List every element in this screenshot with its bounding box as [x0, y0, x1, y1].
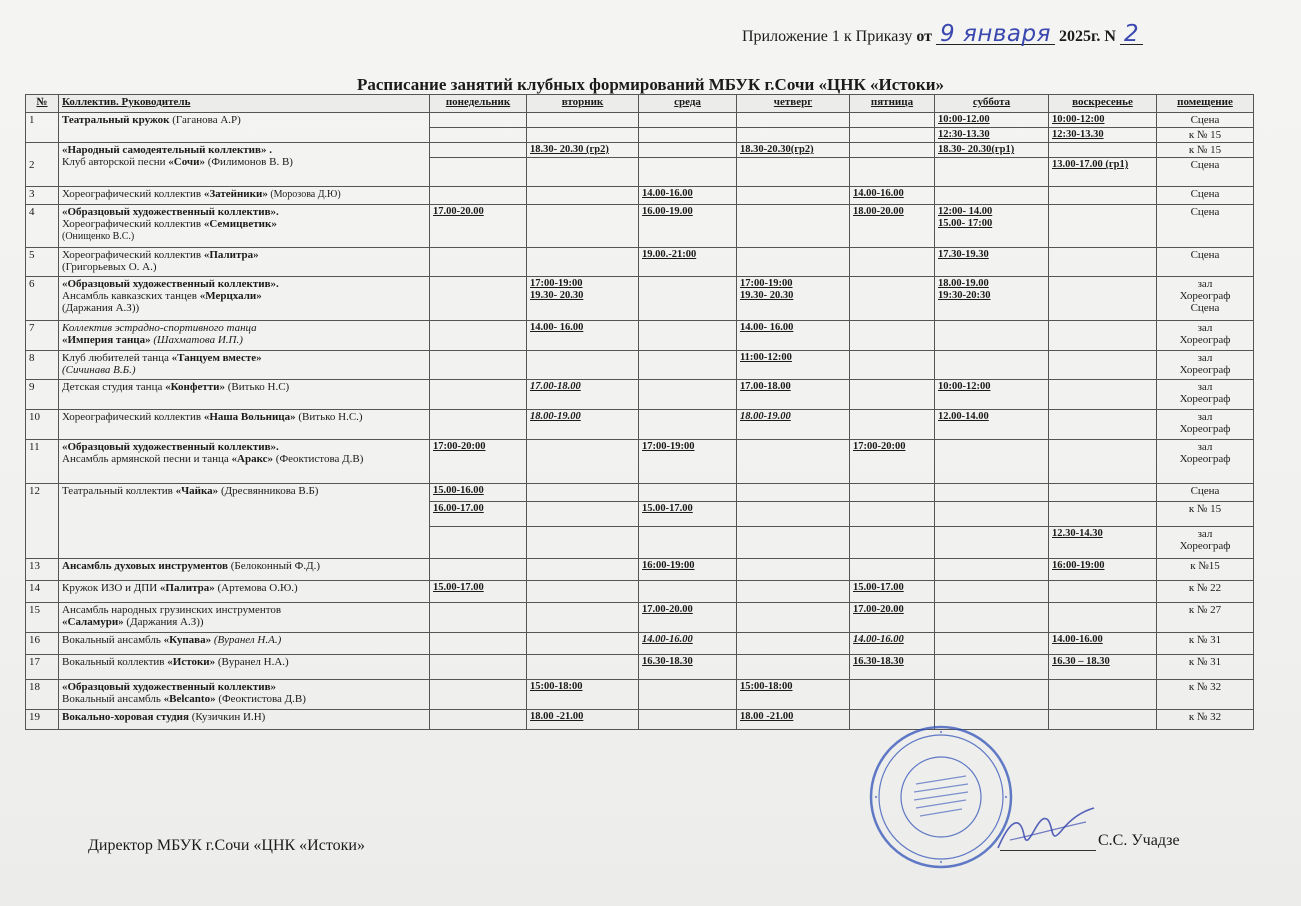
time-slot: 16.30-18.30 [639, 655, 737, 680]
time-slot: 14.00-16.00 [1049, 633, 1157, 655]
collective-name: Хореографический коллектив «Палитра» (Григорьевых О. А.) [59, 248, 430, 277]
director-title: Директор МБУК г.Сочи «ЦНК «Истоки» [88, 837, 365, 854]
collective-name: «Образцовый художественный коллектив». Ансамбль кавказских танцев «Мерцхали» (Даржания А.З)) [59, 277, 430, 321]
time-slot: 14.00-16.00 [639, 187, 737, 205]
page-title: Расписание занятий клубных формирований МБУК г.Сочи «ЦНК «Истоки» [356, 75, 945, 94]
room-cell: к № 15 [1157, 128, 1254, 143]
time-slot: 15.00-17.00 [639, 502, 737, 527]
time-slot: 16:00-19:00 [1049, 559, 1157, 581]
time-slot: 18.30- 20.30(гр1) [935, 143, 1049, 158]
time-slot: 18.00 -21.00 [737, 710, 850, 730]
time-slot: 16:00-19:00 [639, 559, 737, 581]
collective-name: Театральный кружок (Гаганова А.Р) [59, 113, 430, 143]
time-slot: 17.00-20.00 [850, 603, 935, 633]
time-slot: 18.00-20.00 [850, 205, 935, 248]
schedule-table [25, 94, 1254, 730]
time-slot: 18.00-19.00 19:30-20:30 [935, 277, 1049, 321]
signature-icon [990, 800, 1100, 860]
time-slot: 12.00-14.00 [935, 410, 1049, 440]
collective-name: Хореографический коллектив «Затейники» (Морозова Д.Ю) [59, 187, 430, 205]
time-slot: 18.00-19.00 [527, 410, 639, 440]
signature-line [1000, 850, 1096, 851]
table-row: 1 Театральный кружок (Гаганова А.Р) 10:00-12.00 10:00-12:00 Сцена [26, 113, 1254, 128]
header-saturday: суббота [935, 95, 1049, 113]
collective-name: «Образцовый художественный коллектив». Хореографический коллектив «Семицветик» (Онищенко В.С.) [59, 205, 430, 248]
time-slot: 11:00-12:00 [737, 351, 850, 380]
room-cell: Сцена [1157, 484, 1254, 502]
room-cell: зал Хореограф [1157, 321, 1254, 351]
room-cell: зал Хореограф [1157, 410, 1254, 440]
collective-name: Клуб любителей танца «Танцуем вместе» (Сичинава В.Б.) [59, 351, 430, 380]
time-slot: 17:00-19:00 [639, 440, 737, 484]
table-row: 18 «Образцовый художественный коллектив» Вокальный ансамбль «Belcanto» (Феоктистова Д.В) 15:00-18:00 15:00-18:00 к № 32 [26, 680, 1254, 710]
room-cell: к № 15 [1157, 143, 1254, 158]
room-cell: зал Хореограф [1157, 380, 1254, 410]
time-slot: 17:00-20:00 [850, 440, 935, 484]
time-slot: 12:00- 14.00 15.00- 17:00 [935, 205, 1049, 248]
room-cell: зал Хореограф [1157, 440, 1254, 484]
room-cell: зал Хореограф [1157, 351, 1254, 380]
time-slot: 14.00- 16.00 [527, 321, 639, 351]
time-slot: 12.30-14.30 [1049, 527, 1157, 559]
handwritten-date: 9 января [936, 24, 1055, 45]
time-slot: 17:00-20:00 [430, 440, 527, 484]
time-slot: 16.30-18.30 [850, 655, 935, 680]
table-row: 2 «Народный самодеятельный коллектив» . Клуб авторской песни «Сочи» (Филимонов В. В) 18.30- 20.30 (гр2) 18.30-20.30(гр2) 18.30- 20.30(гр1) к № 15 [26, 143, 1254, 158]
header-thursday: четверг [737, 95, 850, 113]
collective-name: Ансамбль духовых инструментов (Белоконный Ф.Д.) [59, 559, 430, 581]
room-cell: Сцена [1157, 205, 1254, 248]
time-slot: 14.00-16.00 [850, 633, 935, 655]
room-cell: к № 31 [1157, 655, 1254, 680]
time-slot: 17.00-20.00 [430, 205, 527, 248]
time-slot: 16.30 – 18.30 [1049, 655, 1157, 680]
header-room: помещение [1157, 95, 1254, 113]
collective-name: «Образцовый художественный коллектив». Ансамбль армянской песни и танца «Аракс» (Феоктистова Д.В) [59, 440, 430, 484]
time-slot: 17:00-19:00 19.30- 20.30 [527, 277, 639, 321]
room-cell: к № 31 [1157, 633, 1254, 655]
table-row: 8 Клуб любителей танца «Танцуем вместе» (Сичинава В.Б.) 11:00-12:00 зал Хореограф [26, 351, 1254, 380]
time-slot: 15:00-18:00 [527, 680, 639, 710]
header-number: № [26, 95, 59, 113]
header-sunday: воскресенье [1049, 95, 1157, 113]
header-tuesday: вторник [527, 95, 639, 113]
time-slot: 10:00-12:00 [935, 380, 1049, 410]
appendix-header: Приложение 1 к Приказу от 9 января 2025г. N 2 [742, 24, 1143, 46]
room-cell: Сцена [1157, 248, 1254, 277]
time-slot: 10:00-12:00 [1049, 113, 1157, 128]
table-row: 6 «Образцовый художественный коллектив». Ансамбль кавказских танцев «Мерцхали» (Даржания А.З)) 17:00-19:00 19.30- 20.30 17:00-19:00 19.30- 20.30 18.00-19.00 19:30-20:30 зал Хореограф Сцена [26, 277, 1254, 321]
collective-name: Хореографический коллектив «Наша Вольница» (Витько Н.С.) [59, 410, 430, 440]
time-slot: 15:00-18:00 [737, 680, 850, 710]
room-cell: к № 32 [1157, 710, 1254, 730]
collective-name: Вокальный коллектив «Истоки» (Вуранел Н.А.) [59, 655, 430, 680]
time-slot: 16.00-19.00 [639, 205, 737, 248]
time-slot: 14.00-16.00 [639, 633, 737, 655]
collective-name: Вокальный ансамбль «Купава» (Вуранел Н.А.) [59, 633, 430, 655]
header-friday: пятница [850, 95, 935, 113]
time-slot: 12:30-13.30 [1049, 128, 1157, 143]
table-header-row [26, 95, 1254, 113]
handwritten-number: 2 [1120, 24, 1143, 45]
room-cell: к № 27 [1157, 603, 1254, 633]
time-slot: 18.00 -21.00 [527, 710, 639, 730]
room-cell: Сцена [1157, 158, 1254, 187]
room-cell: Сцена [1157, 113, 1254, 128]
room-cell: к № 22 [1157, 581, 1254, 603]
table-row: 13 Ансамбль духовых инструментов (Белоконный Ф.Д.) 16:00-19:00 16:00-19:00 к №15 [26, 559, 1254, 581]
table-row: 12 Театральный коллектив «Чайка» (Дресвянникова В.Б) 15.00-16.00 Сцена [26, 484, 1254, 502]
time-slot: 17.00-20.00 [639, 603, 737, 633]
table-row: 11 «Образцовый художественный коллектив». Ансамбль армянской песни и танца «Аракс» (Феоктистова Д.В) 17:00-20:00 17:00-19:00 17:00-20:00 зал Хореограф [26, 440, 1254, 484]
collective-name: «Народный самодеятельный коллектив» . Клуб авторской песни «Сочи» (Филимонов В. В) [59, 143, 430, 187]
table-row: 15 Ансамбль народных грузинских инструментов «Саламури» (Даржания А.З)) 17.00-20.00 17.00-20.00 к № 27 [26, 603, 1254, 633]
time-slot: 14.00- 16.00 [737, 321, 850, 351]
time-slot: 13.00-17.00 (гр1) [1049, 158, 1157, 187]
time-slot: 18.00-19.00 [737, 410, 850, 440]
room-cell: зал Хореограф Сцена [1157, 277, 1254, 321]
time-slot: 17.00-18.00 [737, 380, 850, 410]
table-row: 10 Хореографический коллектив «Наша Вольница» (Витько Н.С.) 18.00-19.00 18.00-19.00 12.00-14.00 зал Хореограф [26, 410, 1254, 440]
time-slot: 10:00-12.00 [935, 113, 1049, 128]
room-cell: к №15 [1157, 559, 1254, 581]
director-name: С.С. Учадзе [1098, 832, 1180, 849]
room-cell: Сцена [1157, 187, 1254, 205]
table-row: 14 Кружок ИЗО и ДПИ «Палитра» (Артемова О.Ю.) 15.00-17.00 15.00-17.00 к № 22 [26, 581, 1254, 603]
time-slot: 17.00-18.00 [527, 380, 639, 410]
room-cell: к № 15 [1157, 502, 1254, 527]
time-slot: 18.30-20.30(гр2) [737, 143, 850, 158]
collective-name: Вокально-хоровая студия (Кузичкин И.Н) [59, 710, 430, 730]
room-cell: к № 32 [1157, 680, 1254, 710]
table-row: 9 Детская студия танца «Конфетти» (Витько Н.С) 17.00-18.00 17.00-18.00 10:00-12:00 зал Хореограф [26, 380, 1254, 410]
time-slot: 15.00-17.00 [850, 581, 935, 603]
time-slot: 17.30-19.30 [935, 248, 1049, 277]
time-slot: 15.00-17.00 [430, 581, 527, 603]
collective-name: Ансамбль народных грузинских инструментов «Саламури» (Даржания А.З)) [59, 603, 430, 633]
table-row: 17 Вокальный коллектив «Истоки» (Вуранел Н.А.) 16.30-18.30 16.30-18.30 16.30 – 18.30 к № 31 [26, 655, 1254, 680]
table-row: 16 Вокальный ансамбль «Купава» (Вуранел Н.А.) 14.00-16.00 14.00-16.00 14.00-16.00 к № 31 [26, 633, 1254, 655]
time-slot: 15.00-16.00 [430, 484, 527, 502]
table-row: 5 Хореографический коллектив «Палитра» (Григорьевых О. А.) 19.00.-21:00 17.30-19.30 Сцена [26, 248, 1254, 277]
time-slot: 19.00.-21:00 [639, 248, 737, 277]
time-slot: 18.30- 20.30 (гр2) [527, 143, 639, 158]
collective-name: «Образцовый художественный коллектив» Вокальный ансамбль «Belcanto» (Феоктистова Д.В) [59, 680, 430, 710]
room-cell: зал Хореограф [1157, 527, 1254, 559]
time-slot: 17:00-19:00 19.30- 20.30 [737, 277, 850, 321]
header-monday: понедельник [430, 95, 527, 113]
header-wednesday: среда [639, 95, 737, 113]
table-row: 19 Вокально-хоровая студия (Кузичкин И.Н) 18.00 -21.00 18.00 -21.00 к № 32 [26, 710, 1254, 730]
time-slot: 14.00-16.00 [850, 187, 935, 205]
table-row: 7 Коллектив эстрадно-спортивного танца «Империя танца» (Шахматова И.П.) 14.00- 16.00 14.00- 16.00 зал Хореограф [26, 321, 1254, 351]
header-collective: Коллектив. Руководитель [59, 95, 430, 113]
time-slot: 16.00-17.00 [430, 502, 527, 527]
collective-name: Театральный коллектив «Чайка» (Дресвянникова В.Б) [59, 484, 430, 559]
table-row: 4 «Образцовый художественный коллектив». Хореографический коллектив «Семицветик» (Онищенко В.С.) 17.00-20.00 16.00-19.00 18.00-20.00 12:00- 14.00 15.00- 17:00 Сцена [26, 205, 1254, 248]
collective-name: Кружок ИЗО и ДПИ «Палитра» (Артемова О.Ю.) [59, 581, 430, 603]
table-row: 3 Хореографический коллектив «Затейники» (Морозова Д.Ю) 14.00-16.00 14.00-16.00 Сцена [26, 187, 1254, 205]
collective-name: Коллектив эстрадно-спортивного танца «Империя танца» (Шахматова И.П.) [59, 321, 430, 351]
time-slot: 12:30-13.30 [935, 128, 1049, 143]
collective-name: Детская студия танца «Конфетти» (Витько Н.С) [59, 380, 430, 410]
